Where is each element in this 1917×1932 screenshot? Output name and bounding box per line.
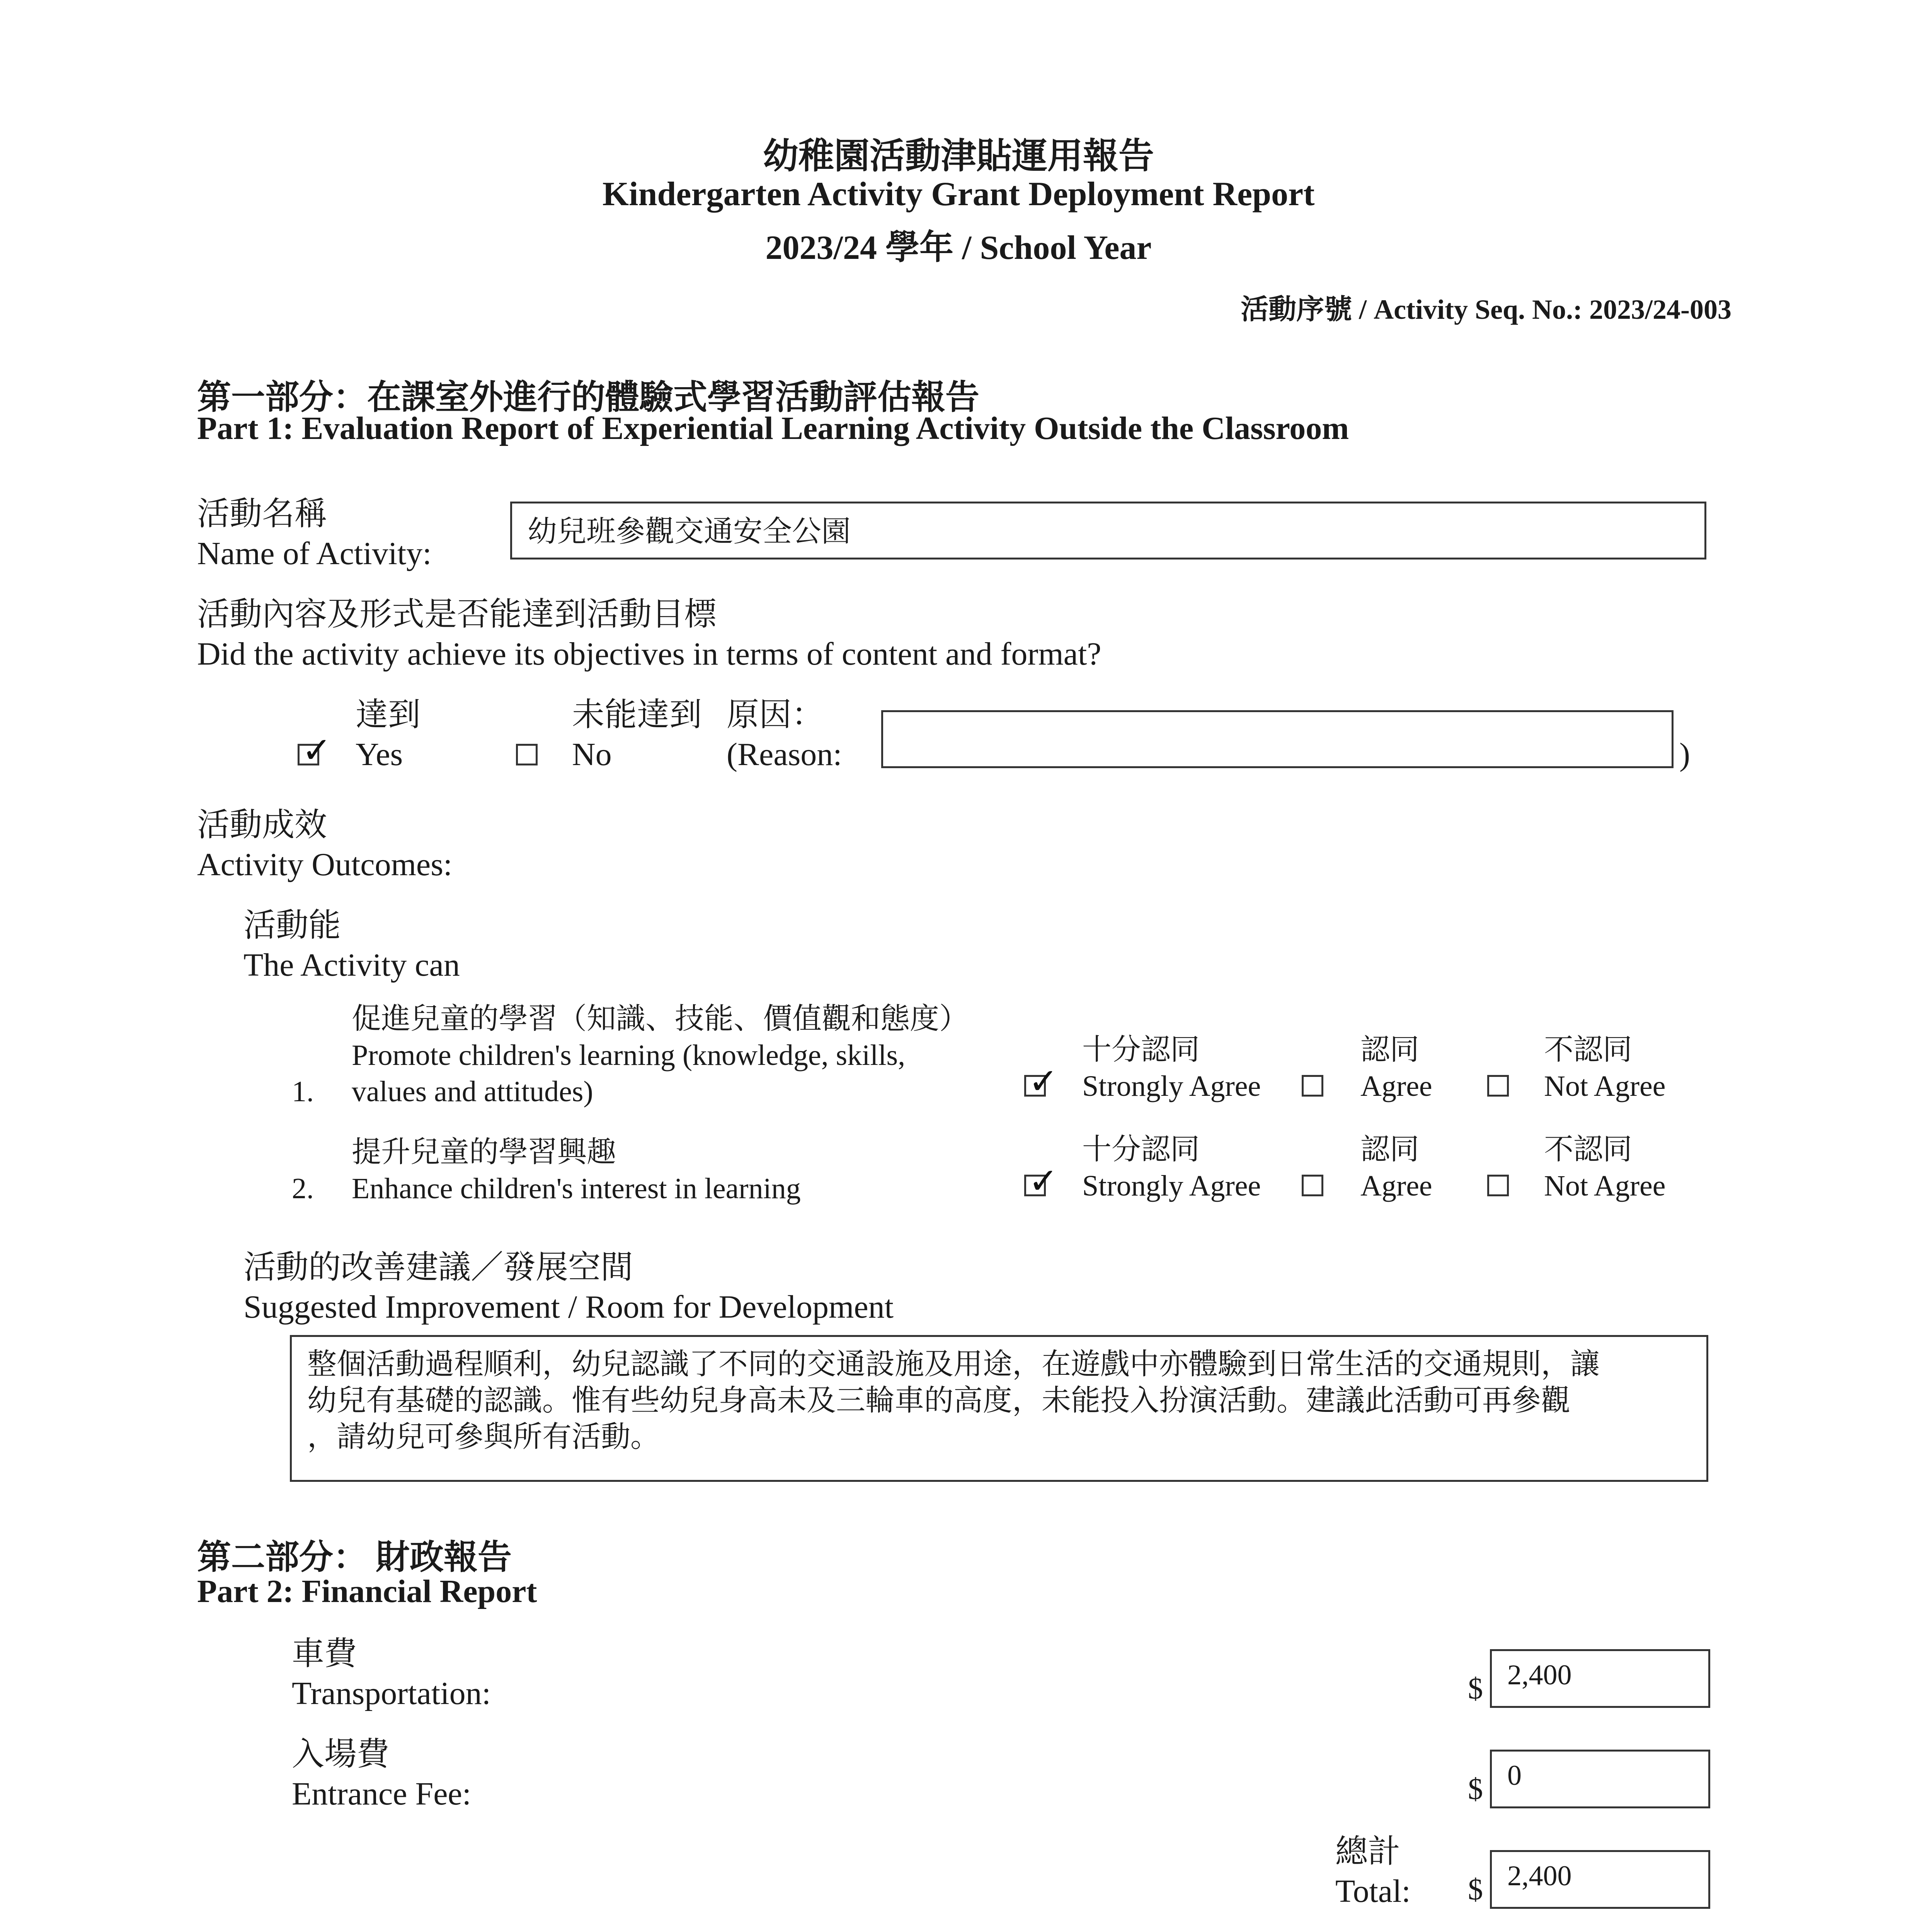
activity-outcomes-en: Activity Outcomes: (197, 847, 453, 883)
outcome-item-1-en-line2: values and attitudes) (352, 1075, 593, 1108)
report-title-en: Kindergarten Activity Grant Deployment Report (602, 175, 1315, 213)
item1-agree-label (1360, 1032, 1432, 1104)
improvement-text-line2: 幼兒有基礎的認識。惟有些幼兒身高未及三輪車的高度，未能投入扮演活動。建議此活動可再參觀 (307, 1384, 1570, 1417)
seq-value: 2023/24-003 (1589, 294, 1731, 325)
entrance-fee-value: 0 (1507, 1760, 1522, 1791)
item2-not-agree-label (1544, 1131, 1665, 1204)
activity-seq-no (1241, 287, 1731, 327)
item1-agree-checkbox[interactable] (1302, 1075, 1323, 1097)
item2-agree-label (1360, 1131, 1432, 1204)
agree-en: Agree (1360, 1070, 1432, 1102)
no-label (572, 696, 702, 774)
transportation-field[interactable] (1490, 1649, 1710, 1708)
objectives-question-en: Did the activity achieve its objectives in terms of content and format? (197, 636, 1102, 672)
reason-label-en: (Reason: (727, 736, 842, 772)
no-label-zh: 未能達到 (572, 697, 702, 733)
objectives-question (197, 595, 1102, 674)
not-agree-en: Not Agree (1544, 1170, 1666, 1202)
not-agree-zh: 不認同 (1544, 1034, 1632, 1066)
reason-field[interactable] (881, 710, 1674, 768)
total-field[interactable] (1490, 1850, 1710, 1909)
item1-not-agree-label (1544, 1032, 1665, 1104)
outcome-item-1-en-line1: Promote children's learning (knowledge, skills, (352, 1039, 906, 1071)
improvement-field[interactable] (290, 1335, 1708, 1482)
transportation-label-en: Transportation: (292, 1675, 491, 1711)
part1-heading-zh: 第一部分：在課室外進行的體驗式學習活動評估報告 (197, 379, 980, 417)
activity-name-field[interactable] (510, 502, 1706, 560)
item2-strongly-agree-label (1082, 1131, 1261, 1204)
not-agree-zh: 不認同 (1544, 1133, 1632, 1166)
activity-name-value: 幼兒班參觀交通安全公園 (528, 515, 851, 548)
activity-outcomes-label (197, 806, 452, 884)
activity-outcomes-zh: 活動成效 (197, 807, 327, 843)
outcome-item-2 (352, 1134, 801, 1207)
check-mark-icon: ✓ (302, 730, 332, 771)
entrance-fee-field[interactable] (1490, 1750, 1710, 1808)
item1-strongly-agree-checkbox[interactable] (1024, 1061, 1059, 1102)
improvement-text (307, 1346, 1699, 1455)
activity-name-label-zh: 活動名稱 (197, 496, 327, 532)
outcome-item-1-number: 1. (292, 1075, 314, 1108)
item1-not-agree-checkbox[interactable] (1487, 1075, 1509, 1097)
reason-label-zh: 原因： (727, 697, 824, 733)
activity-can-en: The Activity can (243, 947, 460, 983)
activity-can-label (243, 906, 460, 985)
total-label (1335, 1832, 1411, 1911)
transportation-label-zh: 車費 (292, 1636, 357, 1672)
total-label-en: Total: (1335, 1873, 1411, 1909)
outcome-item-2-zh: 提升兒童的學習興趣 (352, 1136, 616, 1168)
strongly-agree-en: Strongly Agree (1082, 1070, 1261, 1102)
strongly-agree-zh: 十分認同 (1082, 1133, 1200, 1166)
activity-name-label (197, 495, 432, 573)
yes-label (356, 696, 421, 774)
transportation-currency: $ (1468, 1672, 1483, 1705)
total-label-zh: 總計 (1335, 1834, 1401, 1870)
check-mark-icon: ✓ (1028, 1061, 1059, 1102)
improvement-text-line1: 整個活動過程順利，幼兒認識了不同的交通設施及用途，在遊戲中亦體驗到日常生活的交通規則，讓 (307, 1348, 1600, 1381)
entrance-fee-label (292, 1735, 471, 1814)
item2-agree-checkbox[interactable] (1302, 1175, 1323, 1196)
yes-checkbox[interactable] (298, 730, 332, 771)
report-title-zh: 幼稚園活動津貼運用報告 (763, 136, 1154, 176)
improvement-label-en: Suggested Improvement / Room for Development (243, 1289, 894, 1325)
item2-strongly-agree-checkbox[interactable] (1024, 1160, 1059, 1202)
outcome-item-2-number: 2. (292, 1172, 314, 1205)
entrance-fee-label-zh: 入場費 (292, 1736, 390, 1772)
yes-label-zh: 達到 (356, 697, 421, 733)
part1-heading-en: Part 1: Evaluation Report of Experiential Learning Activity Outside the Classroom (197, 410, 1349, 446)
strongly-agree-zh: 十分認同 (1082, 1034, 1200, 1066)
outcome-item-1 (352, 1001, 969, 1110)
item2-not-agree-checkbox[interactable] (1487, 1175, 1509, 1196)
seq-label: 活動序號 / Activity Seq. No.: (1241, 294, 1583, 325)
check-mark-icon: ✓ (1028, 1160, 1059, 1202)
activity-can-zh: 活動能 (243, 908, 341, 944)
total-currency: $ (1468, 1872, 1483, 1906)
objectives-question-zh: 活動內容及形式是否能達到活動目標 (197, 597, 717, 633)
transportation-label (292, 1634, 491, 1713)
part2-heading-en: Part 2: Financial Report (197, 1573, 537, 1609)
reason-label (727, 696, 842, 774)
strongly-agree-en: Strongly Agree (1082, 1170, 1261, 1202)
entrance-fee-label-en: Entrance Fee: (292, 1776, 472, 1812)
transportation-value: 2,400 (1507, 1659, 1572, 1691)
agree-en: Agree (1360, 1170, 1432, 1202)
no-checkbox[interactable] (516, 744, 538, 765)
agree-zh: 認同 (1360, 1133, 1419, 1166)
agree-zh: 認同 (1360, 1034, 1419, 1066)
activity-name-label-en: Name of Activity: (197, 536, 432, 571)
yes-label-en: Yes (356, 736, 403, 772)
improvement-text-line3: ，請幼兒可參與所有活動。 (307, 1421, 660, 1453)
no-label-en: No (572, 736, 612, 772)
outcome-item-2-en-line1: Enhance children's interest in learning (352, 1172, 801, 1205)
reason-close-paren: ) (1679, 736, 1690, 772)
total-value: 2,400 (1507, 1860, 1572, 1892)
part2-heading-zh: 第二部分： 財政報告 (197, 1539, 512, 1577)
not-agree-en: Not Agree (1544, 1070, 1666, 1102)
school-year: 2023/24 學年 / School Year (765, 229, 1152, 267)
item1-strongly-agree-label (1082, 1032, 1261, 1104)
entrance-fee-currency: $ (1468, 1772, 1483, 1806)
improvement-label (243, 1248, 894, 1327)
outcome-item-1-zh: 促進兒童的學習（知識、技能、價值觀和態度） (352, 1003, 969, 1035)
improvement-label-zh: 活動的改善建議／發展空間 (243, 1250, 633, 1286)
